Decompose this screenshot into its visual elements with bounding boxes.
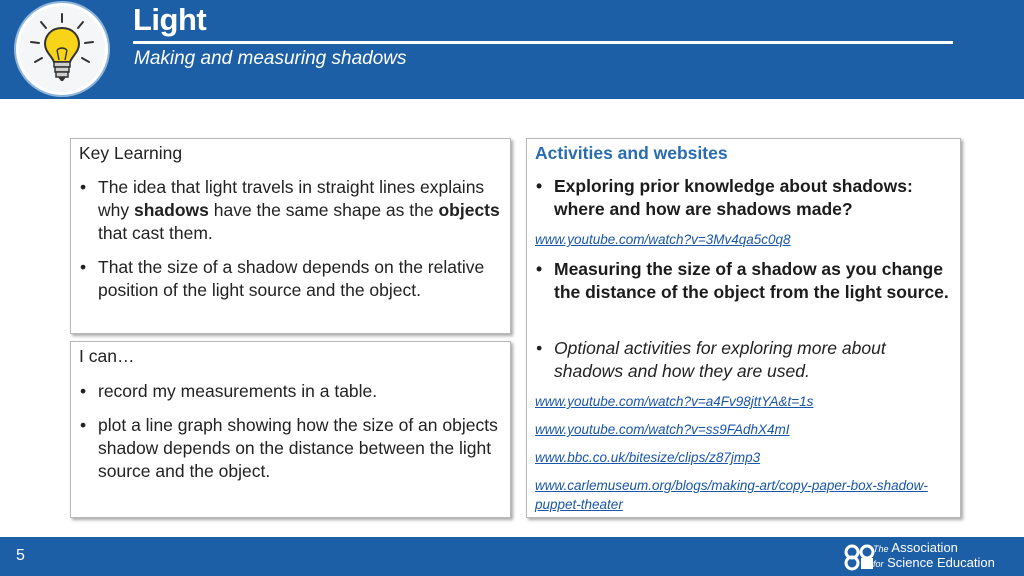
bullet-dot: • <box>536 338 543 358</box>
youtube-link[interactable]: www.youtube.com/watch?v=ss9FAdhX4mI <box>535 422 790 437</box>
key-learning-list <box>79 176 504 313</box>
logo-badge <box>16 3 108 95</box>
ase-logo-icon <box>843 541 877 571</box>
bullet-dot: • <box>536 176 543 196</box>
activity-item <box>535 258 954 304</box>
youtube-link[interactable]: www.youtube.com/watch?v=a4Fv98jttYA&t=1s <box>535 394 814 409</box>
i-can-heading: I can… <box>79 346 135 366</box>
list-item: • The idea that light travels in straight lines explains why shadows have the same shape as the objects that cast them. <box>79 176 504 245</box>
activity-text: Optional activities for exploring more about shadows and how they are used. <box>554 338 886 381</box>
light-bulb-icon <box>19 6 105 92</box>
key-learning-box <box>70 138 511 334</box>
list-item: • record my measurements in a table. <box>79 380 504 403</box>
i-can-list <box>79 380 504 494</box>
activity-item <box>535 337 954 383</box>
header-bar <box>0 0 1024 99</box>
page-title: Light <box>133 2 207 37</box>
i-can-box <box>70 341 511 518</box>
key-learning-heading: Key Learning <box>79 143 183 163</box>
bbc-bitesize-link[interactable]: www.bbc.co.uk/bitesize/clips/z87jmp3 <box>535 450 761 465</box>
ase-org-name: The Association for Science Education <box>873 540 995 570</box>
carle-museum-link[interactable]: www.carlemuseum.org/blogs/making-art/copy-paper-box-shadow-puppet-theater <box>535 478 928 512</box>
activities-box <box>526 138 961 518</box>
youtube-link[interactable]: www.youtube.com/watch?v=3Mv4qa5c0q8 <box>535 232 791 247</box>
activity-item <box>535 175 954 221</box>
title-divider <box>133 41 953 44</box>
activities-heading: Activities and websites <box>535 143 728 163</box>
activity-text: Exploring prior knowledge about shadows: where and how are shadows made? <box>554 176 913 219</box>
page-number: 5 <box>16 547 25 564</box>
footer-bar <box>0 537 1024 576</box>
list-item: • plot a line graph showing how the size of an objects shadow depends on the distance between the light source and the object. <box>79 414 504 483</box>
page-subtitle: Making and measuring shadows <box>134 48 407 69</box>
list-item: • That the size of a shadow depends on the relative position of the light source and the object. <box>79 256 504 302</box>
activity-text: Measuring the size of a shadow as you change the distance of the object from the light source. <box>554 259 949 302</box>
bullet-dot: • <box>536 259 543 279</box>
